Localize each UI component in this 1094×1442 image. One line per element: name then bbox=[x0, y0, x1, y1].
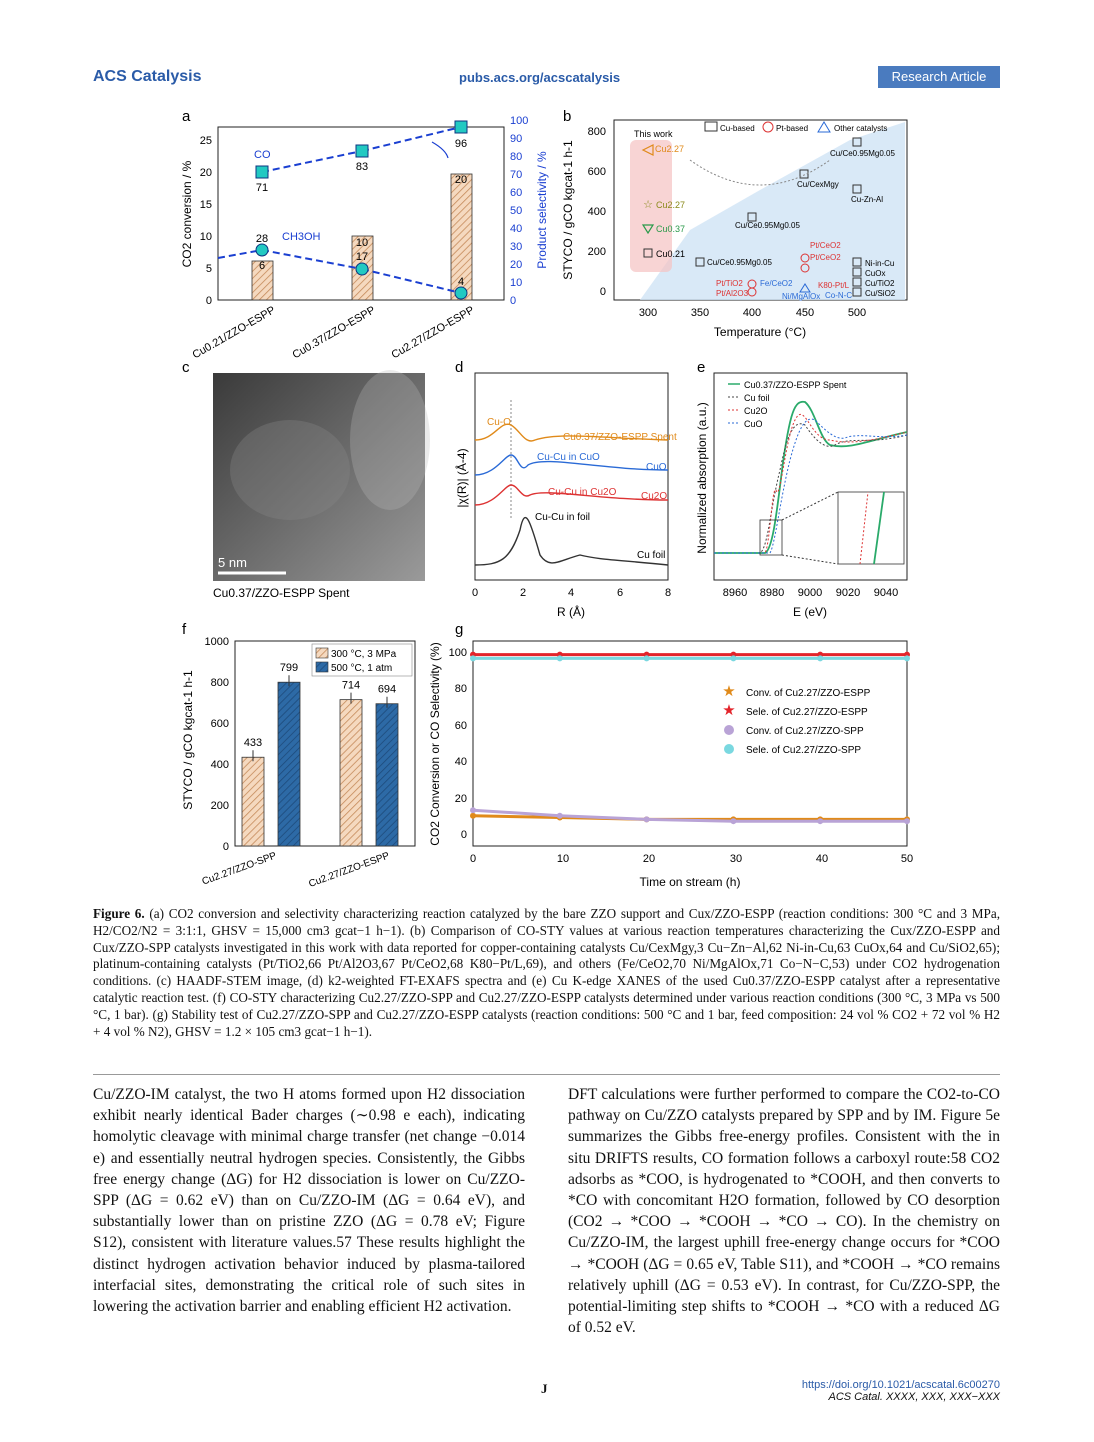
citation: ACS Catal. XXXX, XXX, XXX−XXX bbox=[828, 1391, 1000, 1403]
point-b-label: CuOx bbox=[865, 269, 886, 278]
panel-e-letter: e bbox=[697, 359, 706, 376]
panel-d-ylabel: |χ(R)| (Å-4) bbox=[455, 448, 469, 508]
series-point bbox=[470, 807, 476, 813]
legend-g-3: Conv. of Cu2.27/ZZO-SPP bbox=[746, 726, 864, 737]
ch3oh-label-1: 28 bbox=[255, 233, 269, 245]
point-b-label: K80-Pt/L bbox=[818, 281, 850, 290]
legend-g-star-icon: ★ bbox=[722, 702, 736, 719]
tick: 0 bbox=[471, 587, 479, 599]
legend-e-3: Cu2O bbox=[744, 406, 768, 416]
series-point bbox=[644, 655, 650, 661]
tick: 1000 bbox=[204, 636, 229, 648]
tick: 450 bbox=[795, 307, 815, 319]
panel-c bbox=[182, 359, 430, 600]
tick: 400 bbox=[587, 206, 606, 218]
panel-g-xticks bbox=[470, 853, 913, 865]
co-point-3 bbox=[455, 121, 467, 133]
tick: 0 bbox=[205, 295, 212, 307]
panel-e-xticks bbox=[723, 587, 898, 599]
panel-d-xlabel: R (Å) bbox=[557, 605, 585, 619]
ch3oh-series-label: CH3OH bbox=[282, 231, 321, 243]
panel-e bbox=[695, 359, 907, 619]
point-b-label: Cu2.27 bbox=[656, 200, 686, 210]
bar-a-label-3: 20 bbox=[454, 174, 468, 186]
panel-c-caption: Cu0.37/ZZO-ESPP Spent bbox=[213, 586, 350, 600]
panel-f-bars bbox=[242, 662, 398, 846]
panel-b-yticks bbox=[588, 126, 606, 298]
panel-f-yticks bbox=[205, 636, 229, 853]
tick: 9020 bbox=[835, 587, 861, 599]
ch3oh-label-3: 4 bbox=[457, 276, 465, 288]
point-b-label: Cu/SiO2 bbox=[865, 289, 896, 298]
panel-g-letter: g bbox=[455, 621, 464, 638]
point-b-label: Co-N-C bbox=[825, 291, 853, 300]
this-work-label: This work bbox=[634, 129, 673, 139]
series-point bbox=[904, 655, 910, 661]
panel-f-ylabel: STYCO / gCO kgcat-1 h-1 bbox=[181, 670, 195, 810]
co-label-3: 96 bbox=[454, 138, 468, 150]
xtick-f-2: Cu2.27/ZZO-ESPP bbox=[307, 850, 392, 890]
legend-e-4: CuO bbox=[744, 419, 763, 429]
tick: 40 bbox=[510, 223, 523, 235]
point-b-label: Cu0.37 bbox=[656, 224, 686, 234]
panel-d bbox=[454, 359, 677, 619]
legend-b-other: Other catalysts bbox=[834, 124, 888, 133]
caption-label: Figure 6. bbox=[93, 906, 145, 921]
series-point bbox=[470, 813, 476, 819]
series-point bbox=[904, 818, 910, 824]
panel-b bbox=[561, 108, 907, 339]
page-number: J bbox=[541, 1381, 548, 1396]
d-label-spent: Cu0.37/ZZO-ESPP Spent bbox=[563, 432, 677, 443]
tick: 6 bbox=[616, 587, 624, 599]
body-column-left: Cu/ZZO-IM catalyst, the two H atoms formed upon H2 dissociation exhibit nearly identical Bader charges (∼0.98 e each), indicating homolytic cleavage with minimal charge transfer (net change −0.014 e) and essentially neutral hydrogen species. Consistently, the Gibbs free energy change (ΔG) for H2 dissociation is lower on Cu/ZZO-SPP (ΔG = 0.62 eV) than on Cu/ZZO-IM (ΔG = 0.64 eV), and substantially lower than on pristine ZZO (ΔG = 0.78 eV; Figure S12), consistent with literature values.57 These results highlight the distinct hydrogen activation behavior induced by plasma-tailored interfacial sites, demonstrating the critical role of such sites in lowering the activation barrier and enabling efficient H2 activation. bbox=[93, 1086, 525, 1316]
series-point bbox=[557, 813, 563, 819]
point-b-label: Cu-Zn-Al bbox=[851, 195, 884, 204]
legend-g-1: Conv. of Cu2.27/ZZO-ESPP bbox=[746, 688, 871, 699]
scale-label: 5 nm bbox=[218, 555, 247, 570]
series-point bbox=[730, 818, 736, 824]
tick: 20 bbox=[642, 853, 656, 865]
panel-b-letter: b bbox=[563, 108, 572, 125]
tick: 40 bbox=[454, 756, 467, 768]
tick: 50 bbox=[900, 853, 914, 865]
tick: 2 bbox=[519, 587, 527, 599]
panel-e-xlabel: E (eV) bbox=[792, 605, 828, 619]
point-b-label: Cu/Ce0.95Mg0.05 bbox=[707, 258, 772, 267]
series-point bbox=[557, 655, 563, 661]
panel-b-xlabel: Temperature (°C) bbox=[713, 325, 807, 339]
panel-a-right-ticks bbox=[510, 115, 528, 307]
tick: 20 bbox=[454, 793, 467, 805]
legend-g-2: Sele. of Cu2.27/ZZO-ESPP bbox=[746, 707, 868, 718]
legend-g-4: Sele. of Cu2.27/ZZO-SPP bbox=[746, 745, 862, 756]
xanes-inset bbox=[838, 492, 904, 564]
point-b-label: Cu2.27 bbox=[655, 144, 685, 154]
tick: 9040 bbox=[873, 587, 899, 599]
point-b-label: Ni/MgAlOx bbox=[782, 292, 821, 301]
tick: 20 bbox=[510, 259, 523, 271]
bar-a-label-2: 10 bbox=[355, 237, 369, 249]
tick: 40 bbox=[815, 853, 829, 865]
tick: 60 bbox=[510, 187, 523, 199]
panel-f-letter: f bbox=[182, 621, 187, 638]
bar-f-label: 714 bbox=[341, 679, 361, 692]
co-series-label: CO bbox=[254, 149, 271, 161]
caption-text: (a) CO2 conversion and selectivity characterizing reaction catalyzed by the bare ZZO support and Cux/ZZO-ESPP (reaction conditions: 300 °C and 3 MPa, H2/CO2/N2 = 3:1:1, GHSV = 15,000 cm3 gcat−1 h−1). (b) Comparison of CO-STY values at various reaction temperatures characterizing the Cux/ZZO-ESPP and Cux/ZZO-SPP catalysts investigated in this work with data reported for copper-containing catalysts Cu/CexMgy,3 Cu−Zn−Al,62 Ni-in-Cu,63 CuOx,64 and Cu/SiO2,65); platinum-containing catalysts (Pt/TiO2,66 Pt/Al2O3,67 Pt/CeO2,68 K80−Pt/L,69), and others (Fe/CeO2,70 Ni/MgAlOx,71 Co−N−C,53) under CO2 hydrogenation conditions. (c) HAADF-STEM image, (d) k2-weighted FT-EXAFS spectra and (e) Cu K-edge XANES of the used Cu0.37/ZZO-ESPP catalyst after a representative catalytic reaction test. (f) CO-STY characterizing Cu2.27/ZZO-SPP and Cu2.27/ZZO-ESPP catalysts determined under various reaction conditions (300 °C, 3 MPa vs 500 °C, 1 bar). (g) Stability test of Cu2.27/ZZO-SPP and Cu2.27/ZZO-ESPP catalysts (reaction conditions: 500 °C and 1 bar, feed composition: 24 vol % CO2 + 72 vol % H2 + 4 vol % N2), GHSV = 1.2 × 105 cm3 gcat−1 h−1). bbox=[93, 906, 1000, 1039]
panel-g-yticks bbox=[449, 647, 467, 841]
tick: 350 bbox=[690, 307, 710, 319]
tick: 800 bbox=[587, 126, 606, 138]
tick: 20 bbox=[199, 167, 212, 179]
point-b-label: Cu/TiO2 bbox=[865, 279, 895, 288]
panel-d-xticks bbox=[472, 587, 671, 599]
ch3oh-point-1 bbox=[256, 244, 268, 256]
doi-link[interactable]: https://doi.org/10.1021/acscatal.6c00270 bbox=[801, 1379, 1000, 1391]
tick: 0 bbox=[599, 286, 606, 298]
panel-f-xticks bbox=[201, 850, 392, 890]
bar-f bbox=[340, 700, 362, 846]
series-point bbox=[817, 655, 823, 661]
point-b-label: Pt/CeO2 bbox=[810, 253, 841, 262]
tick: 200 bbox=[587, 246, 606, 258]
point-b-label: Pt/Al2O3 bbox=[716, 289, 749, 298]
tick: 25 bbox=[199, 135, 212, 147]
tick: 30 bbox=[510, 241, 523, 253]
body-column-right: DFT calculations were further performed to compare the CO2-to-CO pathway on Cu/ZZO catalysts prepared by SPP and by IM. Figure 5e summarizes the Gibbs free-energy profiles. Consistent with the in situ DRIFTS results, CO formation follows a carboxyl route:58 CO2 adsorbs as *COO, is hydrogenated to *COOH, and then converts to *CO with concomitant H2O formation, followed by CO desorption (CO2 → *COO → *COOH → *CO → CO). In the chemistry on Cu/ZZO-IM, the largest uphill free-energy change occurs for *COO → *COOH (ΔG = 0.65 eV, Table S11), and *COOH → *CO remains relatively uphill (ΔG = 0.53 eV). In contrast, for Cu/ZZO-SPP, the potential-limiting step shifts to *COOH → *CO with a reduced ΔG of 0.52 eV. bbox=[568, 1086, 1000, 1337]
ch3oh-point-2 bbox=[356, 263, 368, 275]
d-label-cucu-foil: Cu-Cu in foil bbox=[535, 512, 591, 523]
legend-e-2: Cu foil bbox=[744, 393, 770, 403]
panel-a bbox=[180, 108, 549, 361]
bar-a-label-1: 6 bbox=[258, 260, 266, 272]
legend-g-dot-icon bbox=[724, 744, 734, 754]
tick: 4 bbox=[567, 587, 575, 599]
tick: 70 bbox=[510, 169, 523, 181]
tick: 0 bbox=[460, 829, 467, 841]
panel-d-letter: d bbox=[455, 359, 464, 376]
panel-a-xticks bbox=[190, 304, 476, 361]
d-label-cucu-cuo: Cu-Cu in CuO bbox=[537, 452, 600, 463]
tick: 100 bbox=[510, 115, 529, 127]
co-point-2 bbox=[356, 145, 368, 157]
panel-g bbox=[428, 621, 913, 889]
legend-b-pt: Pt-based bbox=[776, 124, 809, 133]
series-point bbox=[644, 816, 650, 822]
point-b: ☆ bbox=[643, 199, 653, 211]
legend-b-cu: Cu-based bbox=[720, 124, 755, 133]
panel-a-ylabel-right: Product selectivity / % bbox=[535, 151, 549, 269]
legend-g-star-icon: ★ bbox=[722, 683, 736, 700]
tick: 300 bbox=[638, 307, 658, 319]
tick: 5 bbox=[205, 263, 212, 275]
panel-g-ylabel: CO2 Conversion or CO Selectivity (%) bbox=[428, 642, 442, 846]
tick: 50 bbox=[510, 205, 523, 217]
legend-f-1: 300 °C, 3 MPa bbox=[331, 649, 397, 660]
tick: 600 bbox=[210, 718, 229, 730]
tick: 600 bbox=[587, 166, 606, 178]
point-b-label: Fe/CeO2 bbox=[760, 279, 793, 288]
bar-f-label: 694 bbox=[377, 683, 397, 696]
ch3oh-point-3 bbox=[455, 287, 467, 299]
tick: 500 bbox=[847, 307, 867, 319]
tick: 80 bbox=[510, 151, 523, 163]
panel-c-letter: c bbox=[182, 359, 190, 376]
point-b-label: Cu/Ce0.95Mg0.05 bbox=[830, 149, 895, 158]
xtick-a-3: Cu2.27/ZZO-ESPP bbox=[389, 304, 477, 362]
xtick-a-1: Cu0.21/ZZO-ESPP bbox=[190, 304, 278, 362]
tick: 8 bbox=[664, 587, 672, 599]
tick: 8980 bbox=[759, 587, 785, 599]
panel-b-xticks bbox=[639, 307, 866, 319]
panel-g-xlabel: Time on stream (h) bbox=[639, 875, 741, 889]
bar-f bbox=[242, 757, 264, 846]
d-label-cuo: CuO bbox=[646, 462, 667, 473]
co-point-1 bbox=[256, 166, 268, 178]
d-label-cucu-cu2o: Cu-Cu in Cu2O bbox=[548, 487, 617, 498]
tick: 10 bbox=[199, 231, 212, 243]
co-label-1: 71 bbox=[255, 182, 269, 194]
point-b-label: Pt/TiO2 bbox=[716, 279, 743, 288]
panel-f bbox=[181, 621, 415, 890]
tick: 800 bbox=[210, 677, 229, 689]
journal-name[interactable]: ACS Catalysis bbox=[93, 68, 202, 85]
bar-f bbox=[278, 682, 300, 846]
bar-f-label: 799 bbox=[279, 662, 299, 675]
tick: 400 bbox=[742, 307, 762, 319]
panel-a-letter: a bbox=[182, 108, 191, 125]
tick: 400 bbox=[210, 759, 229, 771]
tick: 15 bbox=[199, 199, 212, 211]
tick: 200 bbox=[210, 800, 229, 812]
tick: 0 bbox=[469, 853, 477, 865]
legend-f-2: 500 °C, 1 atm bbox=[331, 663, 393, 674]
article-type-badge: Research Article bbox=[878, 66, 1000, 88]
panel-e-ylabel: Normalized absorption (a.u.) bbox=[695, 402, 709, 554]
tick: 10 bbox=[556, 853, 570, 865]
tick: 60 bbox=[454, 720, 467, 732]
tick: 9000 bbox=[797, 587, 823, 599]
point-b-label: Cu/CexMgy bbox=[797, 180, 839, 189]
d-label-cuo-bond: Cu-O bbox=[487, 417, 511, 428]
series-point bbox=[470, 655, 476, 661]
tick: 80 bbox=[454, 683, 467, 695]
series-point bbox=[730, 655, 736, 661]
bar-f bbox=[376, 704, 398, 846]
legend-e-1: Cu0.37/ZZO-ESPP Spent bbox=[744, 380, 847, 390]
point-b-label: Ni-in-Cu bbox=[865, 259, 895, 268]
co-label-2: 83 bbox=[355, 161, 369, 173]
tick: 30 bbox=[729, 853, 743, 865]
point-b-label: Cu/Ce0.95Mg0.05 bbox=[735, 221, 800, 230]
d-label-cu2o: Cu2O bbox=[641, 491, 668, 502]
ch3oh-label-2: 17 bbox=[355, 251, 369, 263]
tick: 10 bbox=[510, 277, 523, 289]
figure-caption bbox=[93, 906, 1000, 1040]
tick: 100 bbox=[448, 647, 467, 659]
panel-a-ylabel-left: CO2 conversion / % bbox=[180, 160, 194, 268]
xtick-a-2: Cu0.37/ZZO-ESPP bbox=[290, 304, 378, 362]
panel-a-left-ticks bbox=[200, 135, 212, 307]
series-point bbox=[817, 818, 823, 824]
tick: 0 bbox=[222, 841, 229, 853]
point-b-label: Pt/CeO2 bbox=[810, 241, 841, 250]
d-label-foil: Cu foil bbox=[637, 550, 666, 561]
panel-b-ylabel: STYCO / gCO kgcat-1 h-1 bbox=[561, 140, 575, 280]
tick: 0 bbox=[510, 295, 517, 307]
journal-url[interactable]: pubs.acs.org/acscatalysis bbox=[459, 70, 621, 85]
divider bbox=[93, 1074, 1000, 1075]
legend-g-dot-icon bbox=[724, 725, 734, 735]
point-b-label: Cu0.21 bbox=[656, 249, 686, 259]
xtick-f-1: Cu2.27/ZZO-SPP bbox=[200, 850, 279, 888]
bar-f-label: 433 bbox=[243, 737, 263, 750]
tick: 90 bbox=[510, 133, 523, 145]
panel-g-series bbox=[470, 652, 910, 825]
tick: 8960 bbox=[722, 587, 748, 599]
